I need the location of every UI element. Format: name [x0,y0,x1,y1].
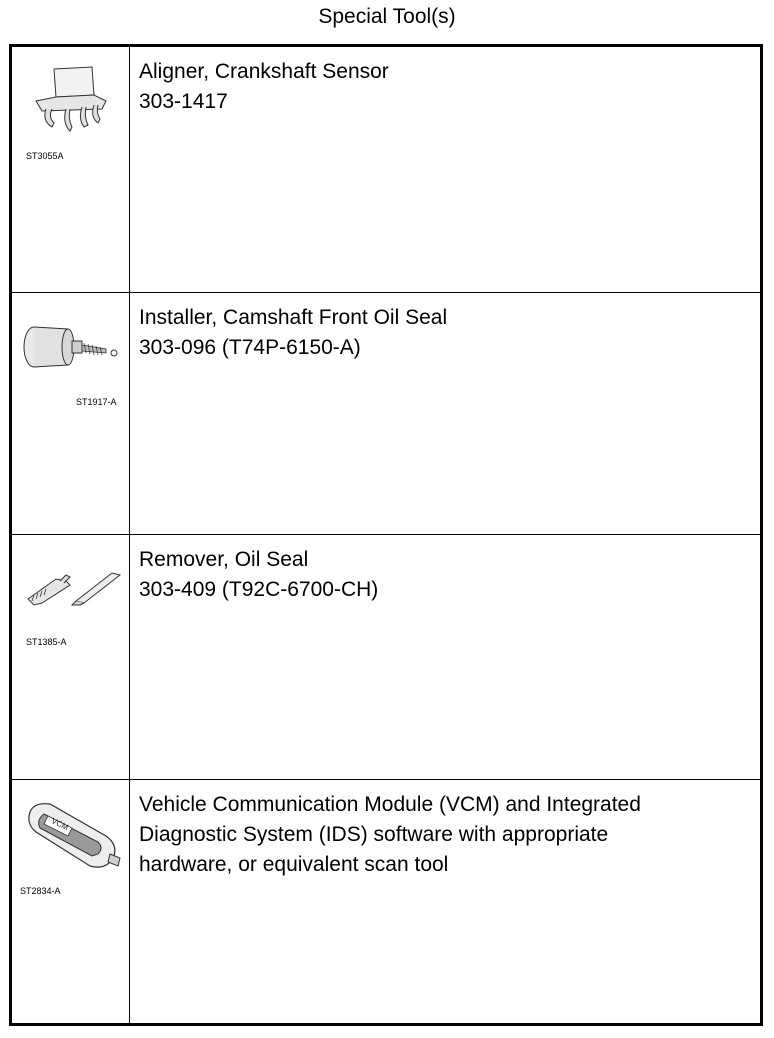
table-row [12,47,760,293]
tool-image-code: ST1917-A [76,397,117,407]
tool-image-code: ST1385-A [26,637,67,647]
tool-number: 303-409 (T92C-6700-CH) [139,578,379,601]
tool-description [139,303,752,363]
table-row [12,293,760,535]
tool-name: Installer, Camshaft Front Oil Seal [139,306,448,329]
oil-seal-installer-icon [20,321,124,373]
tool-number: 303-096 (T74P-6150-A) [139,336,361,359]
tool-image-cell [12,293,130,534]
tool-desc-line: Vehicle Communication Module (VCM) and Integrated [139,793,641,816]
crankshaft-sensor-aligner-icon [32,65,112,135]
tool-description [139,57,752,117]
vcm-device-label: VCM [49,816,70,833]
tool-desc-line: hardware, or equivalent scan tool [139,853,449,876]
tool-image-code: ST2834-A [20,886,61,896]
tool-description [139,790,752,880]
tool-desc-line: Diagnostic System (IDS) software with appropriate [139,823,609,846]
tool-description [139,545,752,605]
tool-image-cell [12,47,130,292]
tool-number: 303-1417 [139,90,228,113]
oil-seal-remover-icon [26,569,126,609]
special-tools-table [9,44,763,1026]
tool-name: Aligner, Crankshaft Sensor [139,60,389,83]
tool-image-cell [12,535,130,779]
table-row [12,535,760,780]
table-row [12,780,760,1023]
tool-image-cell [12,780,130,1023]
tool-name: Remover, Oil Seal [139,548,309,571]
tool-image-code: ST3055A [26,151,64,161]
vcm-module-icon [24,796,124,876]
page-title: Special Tool(s) [318,5,456,28]
